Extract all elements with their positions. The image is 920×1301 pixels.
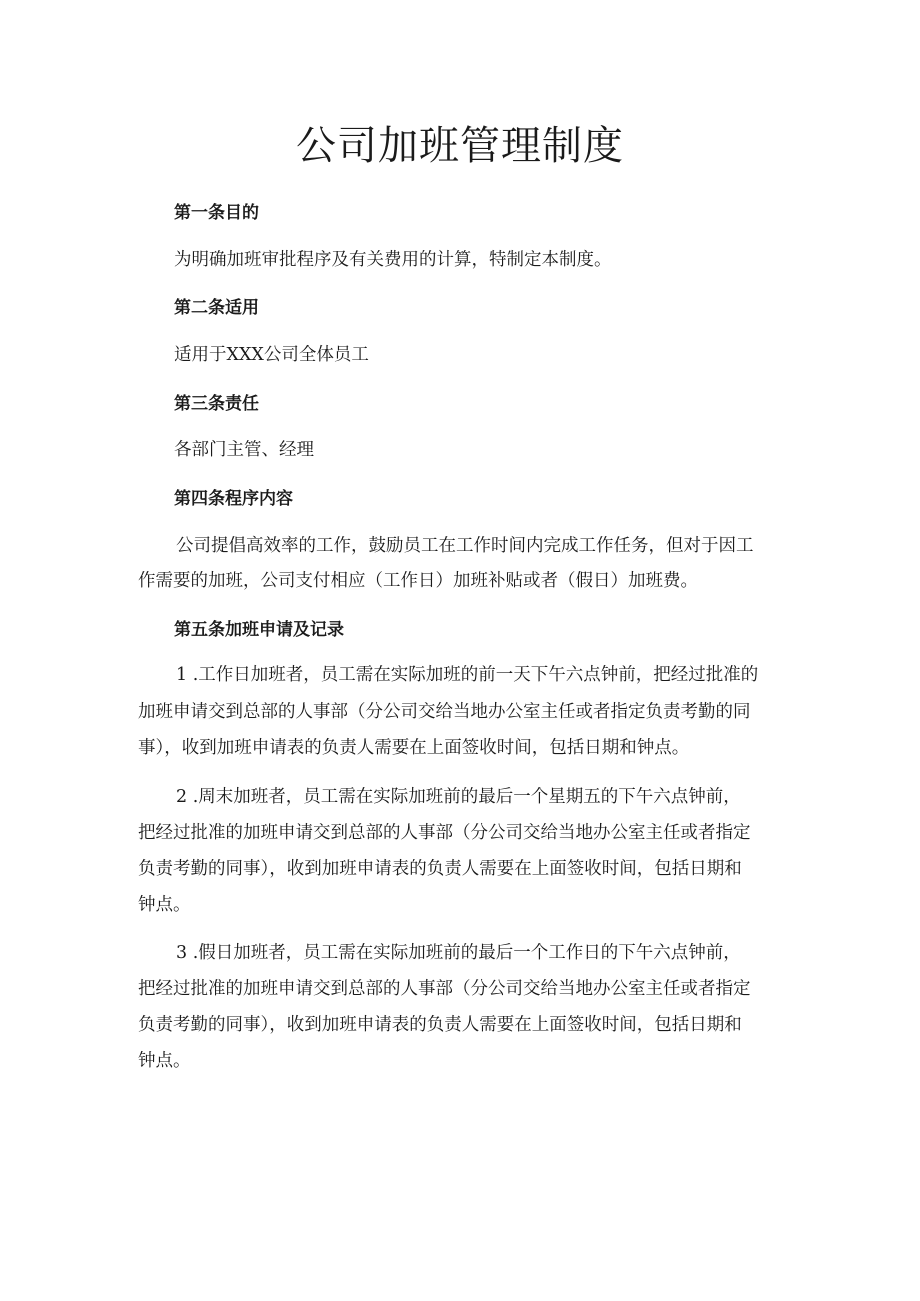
article-5-item-3-line-4: 钟点。 [138,1051,191,1071]
article-1-text: 为明确加班审批程序及有关费用的计算，特制定本制度。 [174,250,612,270]
article-5-item-1-line-3: 事），收到加班申请表的负责人需要在上面签收时间，包括日期和钟点。 [138,738,690,758]
article-4-line-1: 公司提倡高效率的工作，鼓励员工在工作时间内完成工作任务，但对于因工 [176,536,754,556]
article-5-item-3-line-3: 负责考勤的同事），收到加班申请表的负责人需要在上面签收时间，包括日期和 [138,1015,742,1035]
article-5-item-2-line-4: 钟点。 [138,895,191,915]
article-5-item-3-line-2: 把经过批准的加班申请交到总部的人事部（分公司交给当地办公室主任或者指定 [138,979,751,999]
article-1-heading: 第一条目的 [174,203,259,223]
article-3-heading: 第三条责任 [174,394,259,414]
article-5-item-3-line-1: 3 .假日加班者，员工需在实际加班前的最后一个工作日的下午六点钟前， [176,943,741,963]
article-5-heading: 第五条加班申请及记录 [174,620,344,640]
article-5-item-1-line-2: 加班申请交到总部的人事部（分公司交给当地办公室主任或者指定负责考勤的同 [138,702,751,722]
article-2-heading: 第二条适用 [174,298,259,318]
article-5-item-2-line-1: 2 .周末加班者，员工需在实际加班前的最后一个星期五的下午六点钟前， [176,787,741,807]
document-title: 公司加班管理制度 [296,123,624,169]
article-5-item-2-line-3: 负责考勤的同事），收到加班申请表的负责人需要在上面签收时间，包括日期和 [138,859,742,879]
article-5-item-2-line-2: 把经过批准的加班申请交到总部的人事部（分公司交给当地办公室主任或者指定 [138,823,751,843]
article-5-item-1-line-1: 1 .工作日加班者，员工需在实际加班的前一天下午六点钟前，把经过批准的 [176,665,759,685]
article-4-heading: 第四条程序内容 [174,489,293,509]
article-4-line-2: 作需要的加班，公司支付相应（工作日）加班补贴或者（假日）加班费。 [138,571,698,591]
article-2-text: 适用于XXX公司全体员工 [174,345,369,365]
article-3-text: 各部门主管、经理 [174,440,314,460]
